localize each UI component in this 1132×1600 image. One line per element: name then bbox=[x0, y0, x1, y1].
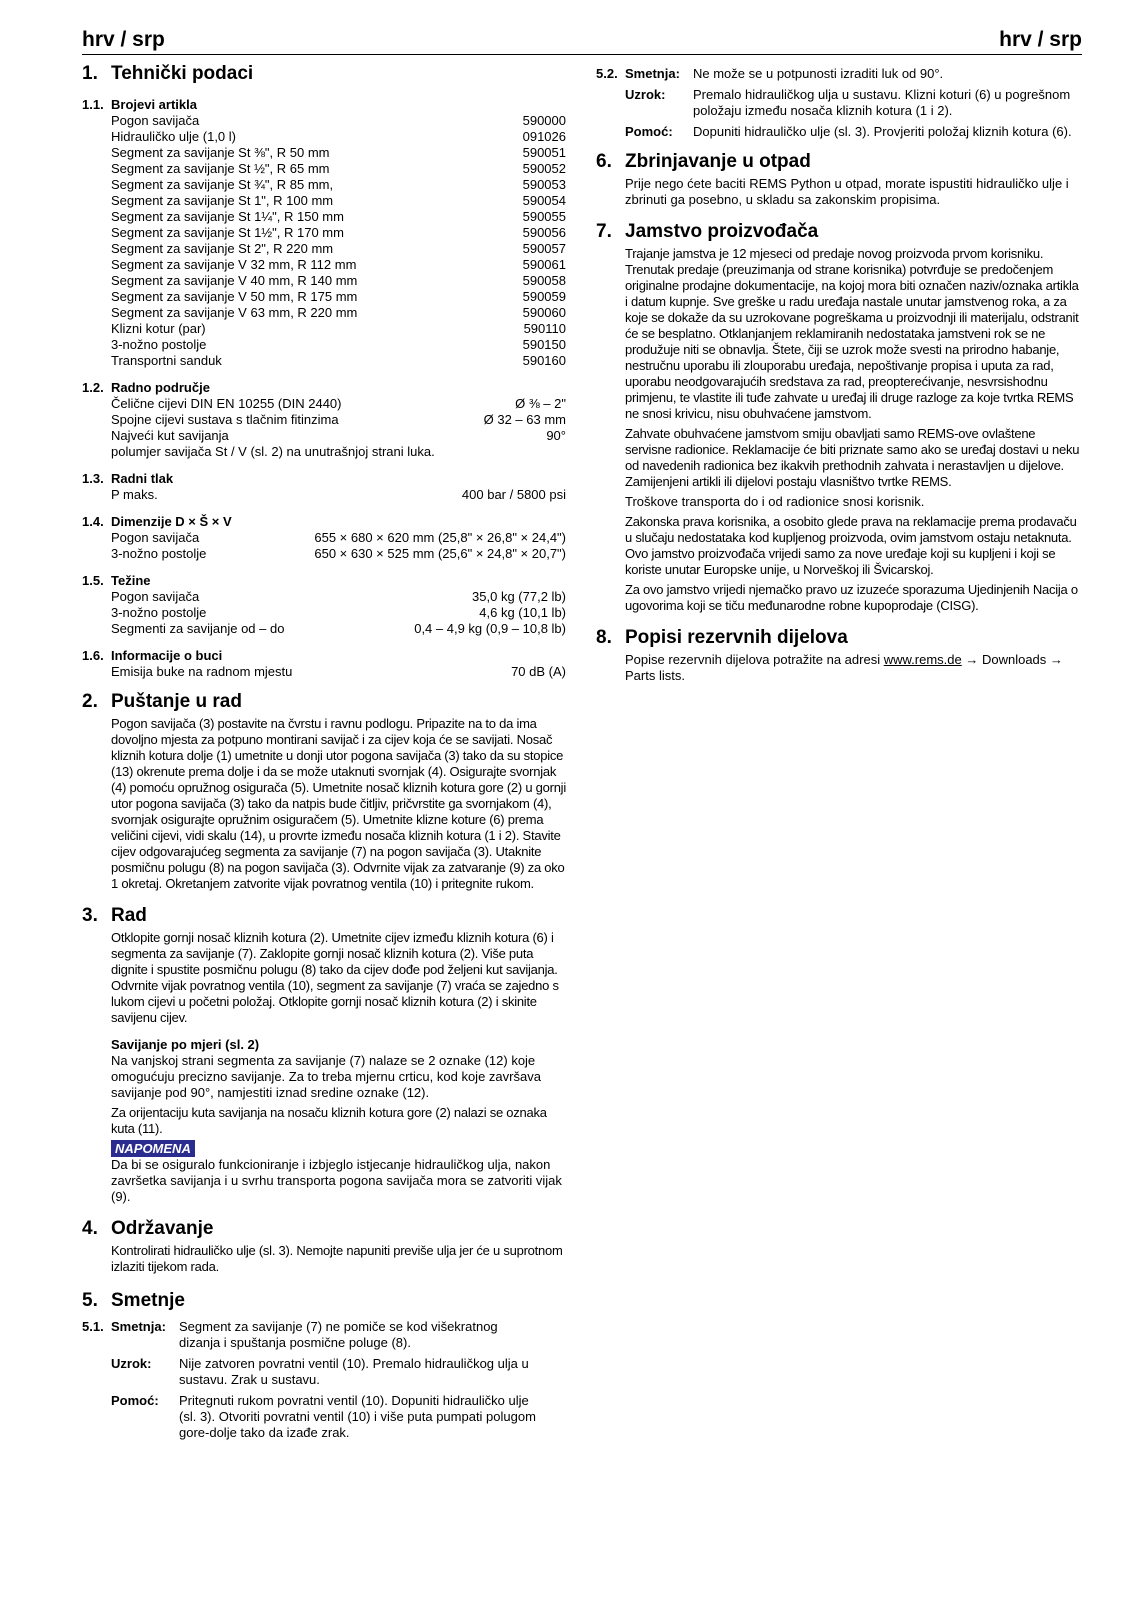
section-6-text: Prije nego ćete baciti REMS Python u otpad, morate ispustiti hidrauličko ulje i zbrinuti ga posebno, u skladu sa zakonskim propisima. bbox=[625, 176, 1069, 207]
list-item: Segment za savijanje V 63 mm, R 220 mm 590060 bbox=[111, 305, 566, 320]
section-5-heading: 5. Smetnje bbox=[82, 1290, 185, 1311]
list-item: Segment za savijanje St 2", R 220 mm 590057 bbox=[111, 241, 566, 256]
list-item: Emisija buke na radnom mjestu 70 dB (A) bbox=[111, 664, 566, 679]
article-numbers-list bbox=[82, 113, 566, 369]
list-item: Segment za savijanje St 1", R 100 mm 590054 bbox=[111, 193, 566, 208]
list-item: Čelične cijevi DIN EN 10255 (DIN 2440) Ø ⅜ – 2" bbox=[111, 396, 566, 411]
list-item: Transportni sanduk 590160 bbox=[111, 353, 566, 368]
section-7-text-5: Za ovo jamstvo vrijedi njemačko pravo uz izuzeće sporazuma Ujedinjenih Nacija o ugovorima koji se tiču međunarodne robne kupoprodaje (CISG). bbox=[625, 582, 1078, 613]
subsection-3-heading: Savijanje po mjeri (sl. 2) bbox=[111, 1037, 260, 1052]
section-1-heading: 1. Tehnički podaci bbox=[82, 63, 254, 84]
list-item: Segment za savijanje St ¾", R 85 mm, 590053 bbox=[111, 177, 566, 192]
list-item: Pogon savijača 590000 bbox=[111, 113, 566, 128]
right-column bbox=[596, 62, 1082, 684]
list-item: Segmenti za savijanje od – do 0,4 – 4,9 kg (0,9 – 10,8 lb) bbox=[111, 621, 566, 636]
section-8-heading: 8. Popisi rezervnih dijelova bbox=[596, 627, 848, 648]
list-item: Segment za savijanje V 32 mm, R 112 mm 590061 bbox=[111, 257, 566, 272]
list-item: Spojne cijevi sustava s tlačnim fitinzima Ø 32 – 63 mm bbox=[111, 412, 566, 427]
section-7-text-4: Zakonska prava korisnika, a osobito glede prava na reklamacije prema prodavaču u slučaju nedostataka kod kupljenog proizvoda, ovim jamstvom ostaju netaknuta. Ovo jamstvo proizvođača vrijedi samo za nove uređaje koji su kupljeni i koji se koriste unutar Europske unije, u Norveškoj ili Švicarskoj. bbox=[625, 514, 1077, 577]
working-range-list bbox=[82, 396, 566, 460]
list-item: Segment za savijanje V 40 mm, R 140 mm 590058 bbox=[111, 273, 566, 288]
section-3-heading: 3. Rad bbox=[82, 905, 147, 926]
section-7-heading: 7. Jamstvo proizvođača bbox=[596, 221, 819, 242]
list-item: Segment za savijanje St ½", R 65 mm 590052 bbox=[111, 161, 566, 176]
list-item: 3-nožno postolje 590150 bbox=[111, 337, 566, 352]
subsection-1-1-heading: 1.1. Brojevi artikla bbox=[82, 97, 197, 112]
section-7-text-2: Zahvate obuhvaćene jamstvom smiju obavljati samo REMS-ove ovlaštene servisne radionice. Reklamacije će biti priznate samo ako se uređaj dostavi u neku od navedenih radionica bez ikakvih prethodnih zahvata i nerastavljen u dijelove. Zamijenjeni artikli ili dijelovi postaju vlasništvo tvrtke REMS. bbox=[625, 426, 1080, 489]
remedy-row: Pomoć: Pritegnuti rukom povratni ventil (10). Dopuniti hidrauličko ulje (sl. 3). Otvoriti povratni ventil (10) i više puta pumpati polugom gore-dolje tako da izađe zrak. bbox=[111, 1393, 536, 1440]
list-item: Pogon savijača 35,0 kg (77,2 lb) bbox=[111, 589, 566, 604]
list-item: Klizni kotur (par) 590110 bbox=[111, 321, 566, 336]
list-item: Hidrauličko ulje (1,0 l) 091026 bbox=[111, 129, 566, 144]
fault-row: 5.2. Smetnja: Ne može se u potpunosti izraditi luk od 90°. bbox=[596, 66, 944, 81]
section-8-text: Popise rezervnih dijelova potražite na adresi www.rems.de → Downloads → Parts lists. bbox=[625, 652, 1063, 683]
list-item: P maks. 400 bar / 5800 psi bbox=[111, 487, 566, 502]
section-3-text: Otklopite gornji nosač kliznih kotura (2). Umetnite cijev između kliznih kotura (6) i segmenta za savijanje (7). Zaklopite gornji nosač kliznih kotura (2). Više puta dignite i spustite posmičnu polugu (8) tako da cijev dođe pod željeni kut savijanja. Odvrnite vijak povratnog ventila (10), segment za savijanje (7) vraća se zajedno s lukom cijevi u početni položaj. Otklopite gornji nosač kliznih kotura (2) i skinite savijenu cijev. bbox=[111, 930, 559, 1025]
header-language-left: hrv / srp bbox=[82, 28, 165, 51]
page-header bbox=[82, 28, 1082, 55]
list-item: Segment za savijanje V 50 mm, R 175 mm 590059 bbox=[111, 289, 566, 304]
section-6-heading: 6. Zbrinjavanje u otpad bbox=[596, 151, 811, 172]
section-7-text-1: Trajanje jamstva je 12 mjeseci od predaje novog proizvoda prvom korisniku. Trenutak predaje (preuzimanja od strane korisnika) potvrđuje se predočenjem originalne prodajne dokumentacije, na kojoj mora biti označen naziv/oznaka artikla i datum kupnje. Sve greške u radu uređaja nastale unutar jamstvenog roka, a za koje se dokaže da su uzrokovane pogreškama u proizvodnji ili materijalu, odstranit će se besplatno. Otklanjanjem reklamiranih nedostataka jamstveni rok se ne produžuje niti se obnavlja. Štete, čiji se uzrok može svesti na prirodno habanje, nestručnu uporabu ili zlouporabu uređaja, nepoštivanje propisa i uputa za rad, uporabu neodgovarajućih sredstava za rad, preopterećivanje, nesvrsishodnu primjenu, te vlastite ili tuđe zahvate u uređaj ili druge razloge za koje tvrtka REMS ne snosi krivicu, nisu obuhvaćene jamstvom. bbox=[625, 246, 1079, 421]
note-badge: NAPOMENA bbox=[111, 1140, 195, 1157]
subsection-1-6-heading: 1.6. Informacije o buci bbox=[82, 648, 223, 663]
section-2-heading: 2. Puštanje u rad bbox=[82, 691, 242, 712]
cause-row: Uzrok: Premalo hidrauličkog ulja u sustavu. Klizni koturi (6) u pogrešnom položaju između nosača kliznih kotura (1 i 2). bbox=[625, 87, 1071, 118]
section-7-text-3: Troškove transporta do i od radionice snosi korisnik. bbox=[625, 494, 925, 509]
section-4-text: Kontrolirati hidrauličko ulje (sl. 3). Nemojte napuniti previše ulja jer će u suprotnom izlaziti tijekom rada. bbox=[111, 1243, 563, 1274]
list-item: Segment za savijanje St 1½", R 170 mm 590056 bbox=[111, 225, 566, 240]
list-item: 3-nožno postolje 4,6 kg (10,1 lb) bbox=[111, 605, 566, 620]
note-text: Da bi se osiguralo funkcioniranje i izbjeglo istjecanje hidrauličkog ulja, nakon završetka savijanja i u svrhu transporta pogona savijača mora se zatvoriti vijak (9). bbox=[111, 1157, 562, 1204]
header-language-right: hrv / srp bbox=[999, 28, 1082, 51]
subsection-3-text: Na vanjskoj strani segmenta za savijanje (7) nalaze se 2 oznake (12) koje omogućuju precizno savijanje. Za to treba mjernu crticu, kod koje završava savijanje pod 90°, namjestiti iznad sredine oznake (12). bbox=[111, 1053, 541, 1100]
section-4-heading: 4. Održavanje bbox=[82, 1218, 214, 1239]
subsection-3-text-2: Za orijentaciju kuta savijanja na nosaču kliznih kotura gore (2) nalazi se oznaka kuta (11). bbox=[111, 1105, 547, 1136]
subsection-1-2-heading: 1.2. Radno područje bbox=[82, 380, 210, 395]
subsection-1-3-heading: 1.3. Radni tlak bbox=[82, 471, 174, 486]
subsection-1-4-heading: 1.4. Dimenzije D × Š × V bbox=[82, 514, 232, 529]
fault-table-5-2 bbox=[596, 66, 1082, 140]
remedy-row: Pomoć: Dopuniti hidrauličko ulje (sl. 3). Provjeriti položaj kliznih kotura (6). bbox=[625, 124, 1072, 139]
working-range-note: polumjer savijača St / V (sl. 2) na unutrašnjoj strani luka. bbox=[111, 444, 435, 459]
cause-row: Uzrok: Nije zatvoren povratni ventil (10). Premalo hidrauličkog ulja u sustavu. Zrak u sustavu. bbox=[111, 1356, 529, 1387]
left-column bbox=[82, 62, 566, 1441]
fault-row: 5.1. Smetnja: Segment za savijanje (7) ne pomiče se kod višekratnog dizanja i spuštanja posmične poluge (8). bbox=[82, 1319, 498, 1350]
list-item: Segment za savijanje St ⅜", R 50 mm 590051 bbox=[111, 145, 566, 160]
section-2-text: Pogon savijača (3) postavite na čvrstu i ravnu podlogu. Pripazite na to da ima dovoljno mjesta za potpuno montirani savijač i za cijev koja će se savijati. Nosač kliznih kotura dolje (1) umetnite u donji utor pogona savijača (3) tako da su stopice (13) okrenute prema dolje i da se može utaknuti svornjak (4). Osigurajte svornjak (4) pomoću opružnog osigurača (5). Umetnite nosač kliznih kotura gore (2) u gornji utor pogona savijača (3) tako da natpis bude čitljiv, pričvrstite ga svornjakom (4), svornjak osigurajte opružnim osiguračem (5). Umetnite klizne koture (6) prema veličini cijevi, vidi skalu (14), u provrte između nosača kliznih kotura (1 i 2). Stavite cijev odgovarajućeg segmenta za savijanje (7) na pogon savijača (3). Utaknite posmičnu polugu (8) na pogon savijača (3). Odvrnite vijak za zatvaranje (9) za oko 1 okretaj. Okretanjem zatvorite vijak povratnog ventila (10) i pritegnite rukom. bbox=[111, 716, 566, 891]
list-item: 3-nožno postolje 650 × 630 × 525 mm (25,6" × 24,8" × 20,7") bbox=[111, 546, 566, 561]
list-item: Pogon savijača 655 × 680 × 620 mm (25,8" × 26,8" × 24,4") bbox=[111, 530, 566, 545]
list-item: Segment za savijanje St 1¼", R 150 mm 590055 bbox=[111, 209, 566, 224]
subsection-1-5-heading: 1.5. Težine bbox=[82, 573, 151, 588]
rems-website-link[interactable]: www.rems.de bbox=[883, 652, 962, 667]
fault-table-5-1 bbox=[82, 1319, 566, 1441]
list-item: Najveći kut savijanja 90° bbox=[111, 428, 566, 443]
